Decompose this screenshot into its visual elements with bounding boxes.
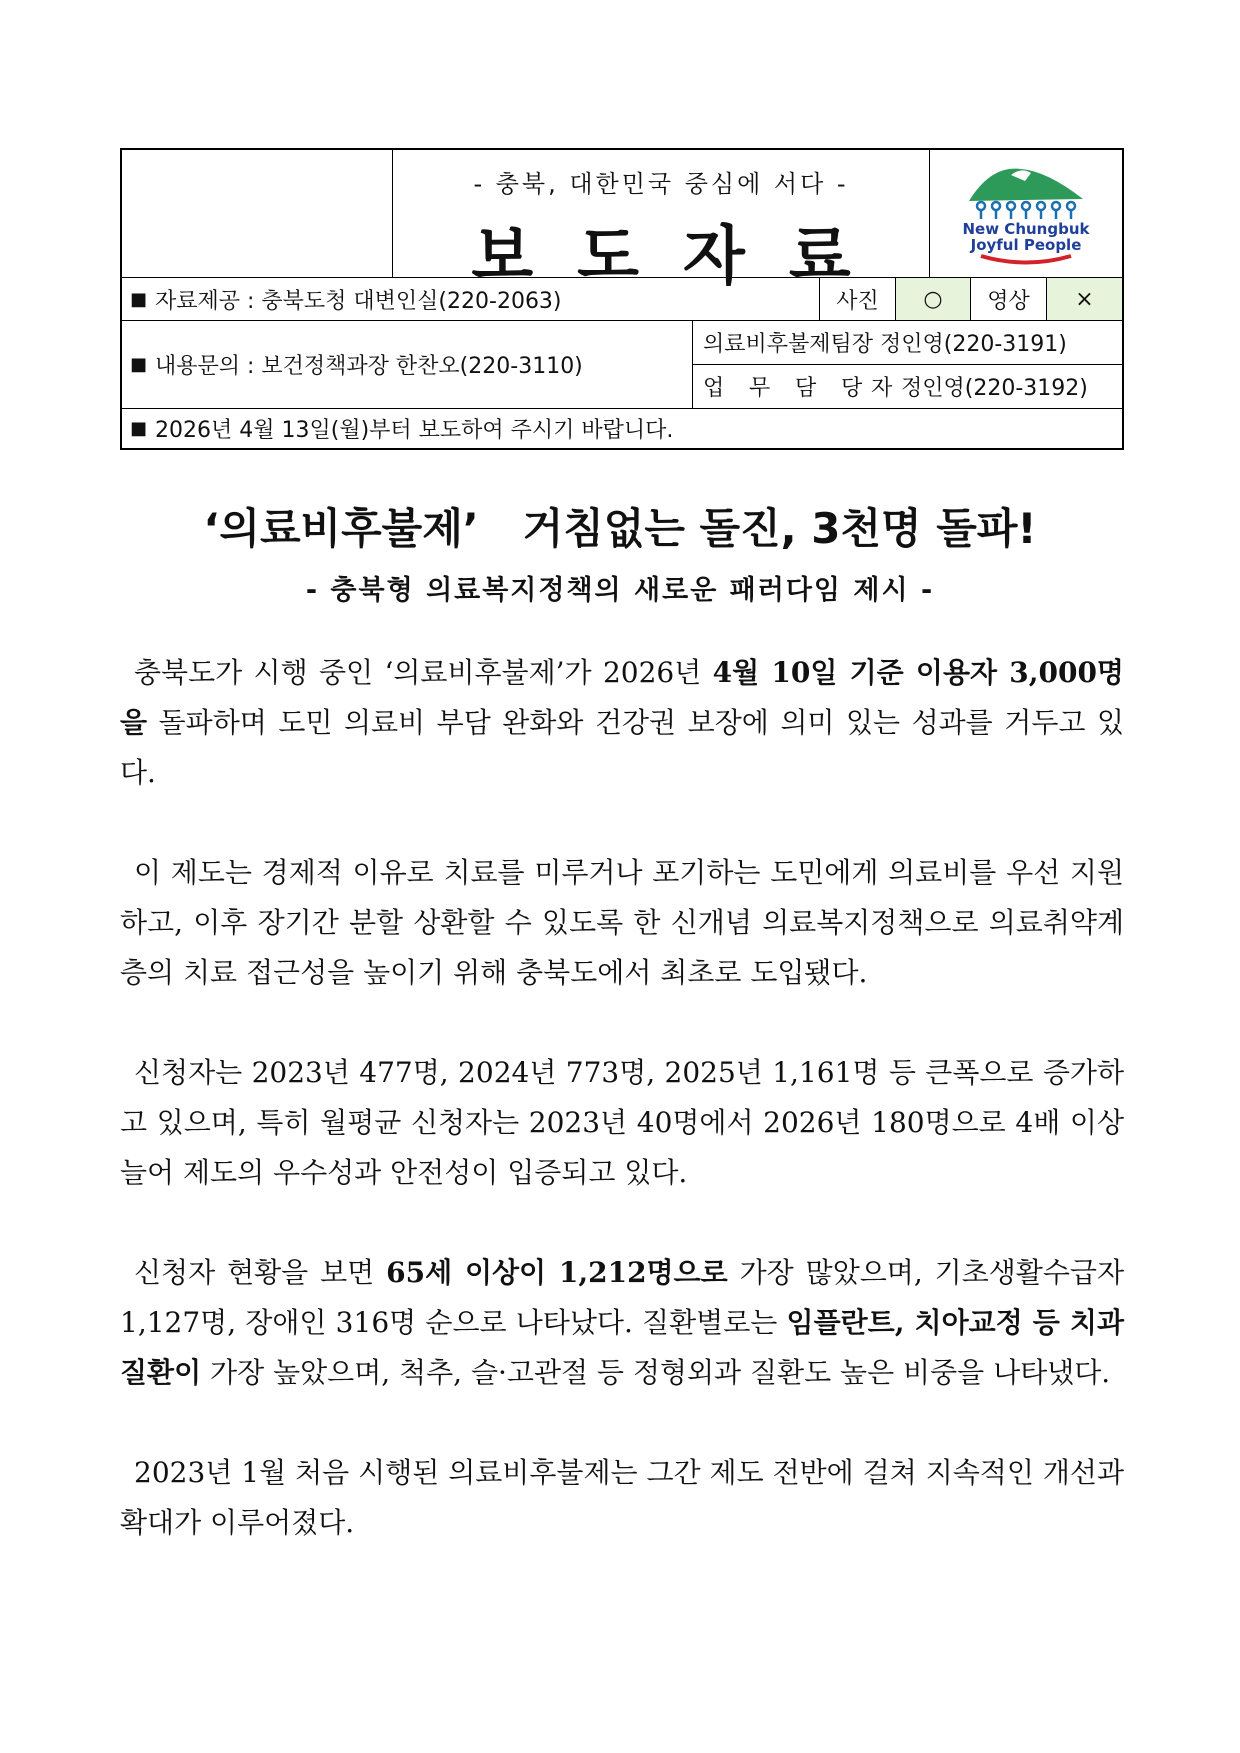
bullet-square: ■ bbox=[130, 418, 148, 439]
header-center-cell bbox=[393, 150, 930, 294]
doc-type-title: 보도자료 bbox=[471, 220, 895, 294]
logo-line2: Joyful People bbox=[970, 235, 1082, 254]
embargo-cell bbox=[122, 409, 1122, 448]
paragraph-4 bbox=[120, 1248, 1124, 1398]
inquiry-cell bbox=[122, 321, 693, 408]
team-lead-contact: 의료비후불제팀장 정인영(220-3191) bbox=[703, 332, 1067, 357]
provider-text: 자료제공 : 충북도청 대변인실(220-2063) bbox=[155, 288, 562, 314]
provider-cell bbox=[122, 278, 820, 320]
emphasis-text: 65세 이상이 1,212명으로 bbox=[386, 1256, 728, 1289]
slogan: - 충북, 대한민국 중심에 서다 - bbox=[473, 170, 849, 198]
subheadline: - 충북형 의료복지정책의 새로운 패러다임 제시 - bbox=[305, 575, 935, 606]
paragraph-text: 신청자 현황을 보면 bbox=[134, 1256, 387, 1289]
emphasis-text: 임플란트, 치아교정 등 치과질환이 bbox=[120, 1306, 1125, 1389]
header-blank-cell bbox=[122, 150, 393, 277]
video-value: × bbox=[1047, 278, 1122, 320]
logo-arc bbox=[981, 256, 1071, 263]
emphasis-text: 4월 10일 기준 이용자 3,000명을 bbox=[120, 656, 1124, 739]
header-top-row bbox=[122, 150, 1122, 294]
paragraph-text: 충북도가 시행 중인 ‘의료비후불제’가 2026년 bbox=[134, 656, 713, 689]
logo-cell bbox=[930, 150, 1122, 277]
chungbuk-logo bbox=[951, 159, 1101, 269]
provider-row bbox=[122, 278, 1122, 321]
bullet-square: ■ bbox=[130, 288, 148, 310]
staff-label-char: 당 bbox=[841, 376, 863, 401]
inquiry-text: 내용문의 : 보건정책과장 한찬오(220-3110) bbox=[155, 354, 583, 379]
paragraph-text: 가장 높았으며, 척추, 슬·고관절 등 정형외과 질환도 높은 비중을 나타냈다. bbox=[201, 1356, 1111, 1389]
paragraph-text: 돌파하며 도민 의료비 부담 완화와 건강권 보장에 의미 있는 성과를 거두고 있다. bbox=[120, 706, 1124, 789]
embargo-row bbox=[122, 409, 1122, 448]
staff-label-char: 업 bbox=[703, 376, 725, 401]
header-box bbox=[120, 148, 1124, 450]
video-label: 영상 bbox=[971, 278, 1047, 320]
photo-value: ○ bbox=[896, 278, 971, 320]
staff-label-char: 자 bbox=[871, 376, 893, 401]
people-icons bbox=[977, 202, 1075, 219]
staff-value: 정인영(220-3192) bbox=[901, 376, 1088, 401]
paragraph-5: 2023년 1월 처음 시행된 의료비후불제는 그간 제도 전반에 걸쳐 지속적인 개선과 확대가 이루어졌다. bbox=[120, 1456, 1124, 1539]
embargo-text: 2026년 4월 13일(월)부터 보도하여 주시기 바랍니다. bbox=[155, 418, 674, 443]
paragraph-1 bbox=[120, 648, 1124, 798]
article-body bbox=[120, 648, 1124, 1598]
bullet-square: ■ bbox=[130, 354, 148, 375]
staff-label-char: 무 bbox=[749, 376, 771, 401]
headline: ‘의료비후불제’ 거침없는 돌진, 3천명 돌파! bbox=[203, 504, 1037, 553]
paragraph-3: 신청자는 2023년 477명, 2024년 773명, 2025년 1,161명 등 큰폭으로 증가하고 있으며, 특히 월평균 신청자는 2023년 40명에서 2026년 180명으로 4배 이상 늘어 제도의 우수성과 안전성이 입증되고 있다. bbox=[120, 1056, 1124, 1189]
paragraph-text: 가장 많았으며, 기초생활수급자 1,127명, 장애인 316명 순으로 나타났다. 질환별로는 bbox=[120, 1256, 1125, 1339]
photo-label: 사진 bbox=[820, 278, 896, 320]
contacts-cell bbox=[693, 321, 1122, 408]
staff-contact bbox=[693, 364, 1122, 408]
inquiry-row bbox=[122, 321, 1122, 409]
logo-line1: New Chungbuk bbox=[962, 219, 1090, 238]
paragraph-2: 이 제도는 경제적 이유로 치료를 미루거나 포기하는 도민에게 의료비를 우선 지원하고, 이후 장기간 분할 상환할 수 있도록 한 신개념 의료복지정책으로 의료취약계층의 치료 접근성을 높이기 위해 충북도에서 최초로 도입됐다. bbox=[120, 856, 1124, 989]
staff-label-char: 담 bbox=[795, 376, 817, 401]
